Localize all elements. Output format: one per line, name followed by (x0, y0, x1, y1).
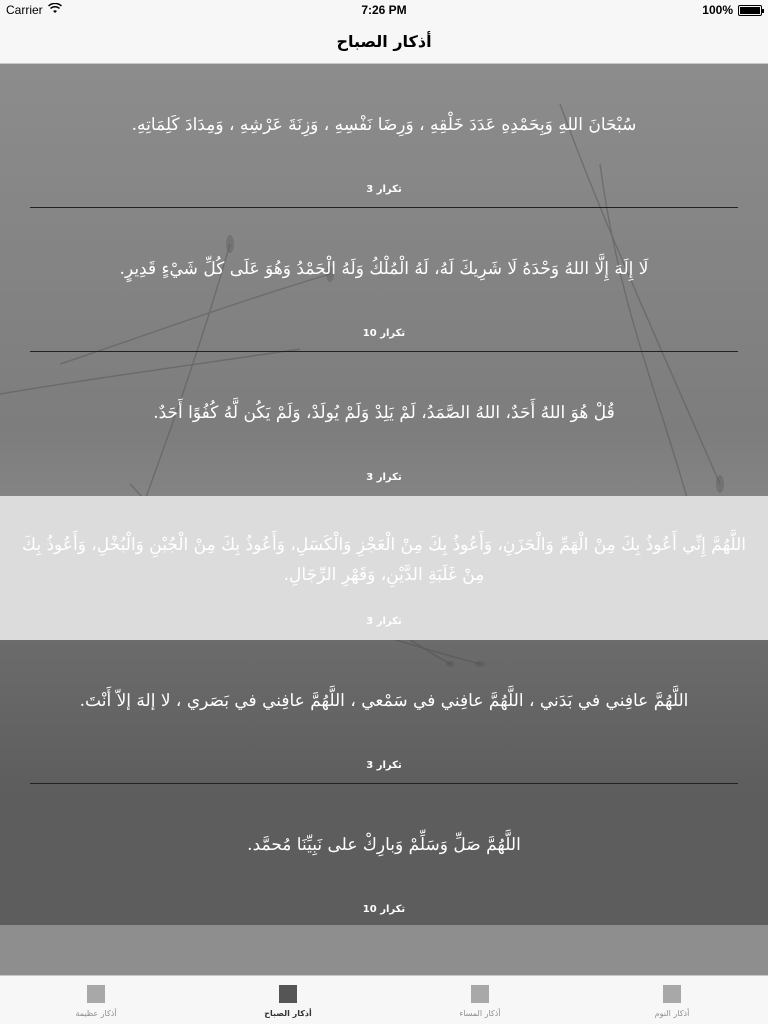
list-item-selected[interactable] (0, 496, 768, 640)
status-time: 7:26 PM (361, 3, 407, 17)
tab-square-icon (87, 985, 105, 1003)
tab-evening-adhkar[interactable] (384, 976, 576, 1024)
dhikr-text: اللَّهُمَّ صَلِّ وَسَلِّمْ وَبارِكْ على نَبِيِّنَا مُحمَّد. (247, 835, 521, 855)
tab-label: أذكار المساء (459, 1009, 501, 1018)
tab-square-icon (663, 985, 681, 1003)
carrier-label: Carrier (6, 3, 43, 17)
navigation-bar (0, 20, 768, 64)
list-footer-space (0, 925, 768, 975)
repeat-count: تكرار 3 (366, 760, 402, 771)
tab-label: أذكار الصباح (264, 1009, 312, 1018)
repeat-count: تكرار 3 (366, 184, 402, 195)
page-title: أذكار الصباح (336, 32, 432, 51)
dhikr-text: لَا إِلَهَ إِلَّا اللهُ وَحْدَهُ لَا شَرِيكَ لَهُ، لَهُ الْمُلْكُ وَلَهُ الْحَمْدُ وَهُوَ عَلَى كُلِّ شَيْءٍ قَدِيرٍ. (119, 259, 649, 279)
list-item[interactable] (0, 784, 768, 928)
battery-icon (738, 5, 762, 16)
status-right (702, 3, 762, 17)
list-item[interactable] (0, 64, 768, 208)
tab-great-adhkar[interactable] (0, 976, 192, 1024)
tab-square-icon (279, 985, 297, 1003)
repeat-count: تكرار 10 (362, 904, 406, 915)
repeat-count: تكرار 3 (366, 472, 402, 483)
tab-morning-adhkar[interactable] (192, 976, 384, 1024)
dhikr-list-view[interactable] (0, 64, 768, 975)
tab-sleep-adhkar[interactable] (576, 976, 768, 1024)
battery-percent: 100% (702, 3, 733, 17)
tab-square-icon (471, 985, 489, 1003)
repeat-count: تكرار 10 (362, 328, 406, 339)
dhikr-text: سُبْحَانَ اللهِ وَبِحَمْدِهِ عَدَدَ خَلْقِهِ ، وَرِضَا نَفْسِهِ ، وَزِنَةَ عَرْشِهِ ، وَمِدَادَ كَلِمَاتِهِ. (131, 115, 637, 135)
dhikr-text: اللَّهُمَّ إِنِّي أَعُوذُ بِكَ مِنْ الْهَمِّ وَالْحَزَنِ، وَأَعُوذُ بِكَ مِنْ الْعَجْزِ وَالْكَسَلِ، وَأَعُوذُ بِكَ مِنْ الْجُبْنِ وَالْبُخْلِ، وَأَعُوذُ بِكَ مِنْ غَلَبَةِ الدَّيْنِ، وَقَهْرِ الرِّجَالِ. (22, 535, 746, 585)
tab-bar (0, 975, 768, 1024)
dhikr-text: اللَّهُمَّ عافِني في بَدَني ، اللَّهُمَّ عافِني في سَمْعي ، اللَّهُمَّ عافِني في بَصَري ، لا إلهَ إلاّ أَنْتَ. (79, 691, 689, 711)
tab-label: أذكار النوم (654, 1009, 690, 1018)
dhikr-list (0, 64, 768, 928)
list-item[interactable] (0, 352, 768, 496)
tab-label: أذكار عظيمة (75, 1009, 117, 1018)
status-bar (0, 0, 768, 20)
repeat-count: تكرار 3 (366, 616, 402, 627)
list-item[interactable] (0, 640, 768, 784)
list-item[interactable] (0, 208, 768, 352)
dhikr-text: قُلْ هُوَ اللهُ أَحَدٌ، اللهُ الصَّمَدُ، لَمْ يَلِدْ وَلَمْ يُولَدْ، وَلَمْ يَكُن لَّهُ كُفُوًا أَحَدٌ. (153, 403, 615, 423)
